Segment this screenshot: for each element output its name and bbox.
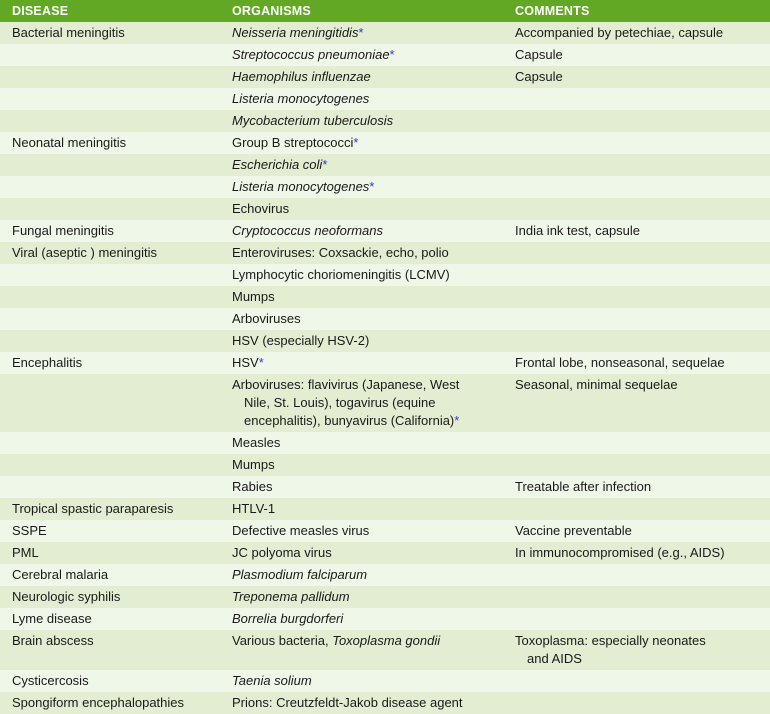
organism-text: Borrelia burgdorferi xyxy=(232,611,344,626)
disease-cell: Bacterial meningitis xyxy=(0,22,232,44)
organism-cell xyxy=(232,330,515,352)
organism-text: Escherichia coli xyxy=(232,157,323,172)
comment-cell: Capsule xyxy=(515,66,770,88)
comment-cell xyxy=(515,308,770,330)
organism-cell xyxy=(232,220,515,242)
organism-text: Lymphocytic choriomeningitis (LCMV) xyxy=(232,267,450,282)
organism-text: Treponema pallidum xyxy=(232,589,350,604)
table-row xyxy=(0,374,770,432)
table-row xyxy=(0,110,770,132)
organism-cell xyxy=(232,586,515,608)
organism-text: HTLV-1 xyxy=(232,501,276,516)
organism-text: Mycobacterium tuberculosis xyxy=(232,113,394,128)
organism-text: Prions: Creutzfeldt-Jakob disease agent xyxy=(232,695,463,710)
table-row xyxy=(0,476,770,498)
organism-cell xyxy=(232,110,515,132)
organism-cell xyxy=(232,264,515,286)
organism-cell xyxy=(232,520,515,542)
organism-text: Mumps xyxy=(232,289,275,304)
organism-text: Streptococcus pneumoniae xyxy=(232,47,390,62)
organism-cell xyxy=(232,432,515,454)
table-row xyxy=(0,308,770,330)
organism-cell xyxy=(232,692,515,714)
organism-line xyxy=(232,376,515,394)
comment-cell: In immunocompromised (e.g., AIDS) xyxy=(515,542,770,564)
organism-text: Listeria monocytogenes xyxy=(232,179,370,194)
comment-cell: Treatable after infection xyxy=(515,476,770,498)
table-row xyxy=(0,670,770,692)
organism-cell xyxy=(232,66,515,88)
disease-cell xyxy=(0,374,232,432)
organism-text: Nile, St. Louis), togavirus (equine xyxy=(244,395,436,410)
table-row xyxy=(0,608,770,630)
comment-cell xyxy=(515,670,770,692)
table-row xyxy=(0,454,770,476)
disease-cell xyxy=(0,308,232,330)
organism-cell xyxy=(232,608,515,630)
organism-cell xyxy=(232,498,515,520)
organism-cell xyxy=(232,242,515,264)
table-row xyxy=(0,44,770,66)
organism-cell xyxy=(232,308,515,330)
table-row xyxy=(0,586,770,608)
organism-cell xyxy=(232,286,515,308)
comment-cell xyxy=(515,132,770,154)
disease-cell: Neonatal meningitis xyxy=(0,132,232,154)
comment-cell xyxy=(515,432,770,454)
comment-cell xyxy=(515,498,770,520)
organism-cell xyxy=(232,44,515,66)
comment-cell xyxy=(515,330,770,352)
table-row xyxy=(0,432,770,454)
table-row xyxy=(0,198,770,220)
table-row xyxy=(0,242,770,264)
comment-cell: Seasonal, minimal sequelae xyxy=(515,374,770,432)
organism-text: Group B streptococci xyxy=(232,135,354,150)
disease-cell xyxy=(0,44,232,66)
table-row xyxy=(0,630,770,670)
comment-cell xyxy=(515,630,770,670)
disease-cell xyxy=(0,432,232,454)
table-row xyxy=(0,564,770,586)
disease-cell: PML xyxy=(0,542,232,564)
asterisk-marker: * xyxy=(358,25,364,40)
table-body xyxy=(0,22,770,714)
disease-cell: Cysticercosis xyxy=(0,670,232,692)
table-row xyxy=(0,154,770,176)
organism-text: Defective measles virus xyxy=(232,523,370,538)
organism-text: encephalitis), bunyavirus (California) xyxy=(244,413,455,428)
table-row xyxy=(0,330,770,352)
organism-cell xyxy=(232,542,515,564)
table-row xyxy=(0,520,770,542)
organism-cell xyxy=(232,374,515,432)
column-header-disease: DISEASE xyxy=(0,0,232,22)
organism-line xyxy=(232,412,515,430)
disease-cell xyxy=(0,264,232,286)
disease-cell: Viral (aseptic ) meningitis xyxy=(0,242,232,264)
column-header-comments: COMMENTS xyxy=(515,0,770,22)
organism-text: Arboviruses: flavivirus (Japanese, West xyxy=(232,377,460,392)
comment-cell xyxy=(515,692,770,714)
table-row xyxy=(0,498,770,520)
comment-cell: Frontal lobe, nonseasonal, sequelae xyxy=(515,352,770,374)
column-header-organisms: ORGANISMS xyxy=(232,0,515,22)
organism-text: Various bacteria, xyxy=(232,633,333,648)
organism-cell xyxy=(232,476,515,498)
organism-cell xyxy=(232,564,515,586)
table-row xyxy=(0,22,770,44)
comment-cell xyxy=(515,88,770,110)
table-row xyxy=(0,264,770,286)
organism-text: Rabies xyxy=(232,479,273,494)
disease-cell xyxy=(0,88,232,110)
organism-italic-text: Toxoplasma gondii xyxy=(332,633,441,648)
comment-cell: Capsule xyxy=(515,44,770,66)
comment-cell xyxy=(515,286,770,308)
comment-cell xyxy=(515,264,770,286)
asterisk-marker: * xyxy=(322,157,328,172)
asterisk-marker: * xyxy=(389,47,395,62)
table-row xyxy=(0,286,770,308)
organism-cell xyxy=(232,154,515,176)
comment-cell xyxy=(515,176,770,198)
comment-cell xyxy=(515,564,770,586)
comment-cell xyxy=(515,608,770,630)
organism-text: HSV xyxy=(232,355,259,370)
disease-cell xyxy=(0,454,232,476)
comment-cell xyxy=(515,242,770,264)
comment-cell xyxy=(515,454,770,476)
organism-text: JC polyoma virus xyxy=(232,545,332,560)
comment-cell: Vaccine preventable xyxy=(515,520,770,542)
organism-cell xyxy=(232,630,515,670)
table-row xyxy=(0,88,770,110)
disease-cell: Fungal meningitis xyxy=(0,220,232,242)
disease-cell: Neurologic syphilis xyxy=(0,586,232,608)
organism-line xyxy=(232,394,515,412)
disease-cell: SSPE xyxy=(0,520,232,542)
disease-cell: Cerebral malaria xyxy=(0,564,232,586)
organism-text: Mumps xyxy=(232,457,275,472)
organism-text: Echovirus xyxy=(232,201,290,216)
disease-cell xyxy=(0,66,232,88)
comment-cell xyxy=(515,198,770,220)
disease-cell xyxy=(0,476,232,498)
disease-cell: Spongiform encephalopathies xyxy=(0,692,232,714)
table-row xyxy=(0,66,770,88)
table-header-row xyxy=(0,0,770,22)
disease-cell xyxy=(0,330,232,352)
organism-text: Measles xyxy=(232,435,281,450)
organism-text: HSV (especially HSV-2) xyxy=(232,333,370,348)
table-row xyxy=(0,176,770,198)
asterisk-marker: * xyxy=(454,413,460,428)
table-row xyxy=(0,132,770,154)
comment-line: Toxoplasma: especially neonates xyxy=(515,633,706,648)
organism-cell xyxy=(232,176,515,198)
comment-cell xyxy=(515,586,770,608)
comment-cell xyxy=(515,110,770,132)
table-row xyxy=(0,542,770,564)
organism-text: Plasmodium falciparum xyxy=(232,567,368,582)
disease-cell: Tropical spastic paraparesis xyxy=(0,498,232,520)
disease-cell xyxy=(0,154,232,176)
comment-cell: India ink test, capsule xyxy=(515,220,770,242)
organism-text: Enteroviruses: Coxsackie, echo, polio xyxy=(232,245,449,260)
disease-cell: Brain abscess xyxy=(0,630,232,670)
disease-cell: Lyme disease xyxy=(0,608,232,630)
organism-cell xyxy=(232,352,515,374)
organism-text: Neisseria meningitidis xyxy=(232,25,359,40)
disease-cell xyxy=(0,110,232,132)
organism-cell xyxy=(232,198,515,220)
organism-cell xyxy=(232,132,515,154)
asterisk-marker: * xyxy=(369,179,375,194)
organism-cell xyxy=(232,22,515,44)
disease-cell: Encephalitis xyxy=(0,352,232,374)
table-row xyxy=(0,692,770,714)
table-row xyxy=(0,352,770,374)
organism-text: Listeria monocytogenes xyxy=(232,91,370,106)
organism-text: Taenia solium xyxy=(232,673,312,688)
organism-text: Arboviruses xyxy=(232,311,301,326)
asterisk-marker: * xyxy=(353,135,359,150)
comment-line: and AIDS xyxy=(527,651,582,666)
asterisk-marker: * xyxy=(258,355,264,370)
disease-cell xyxy=(0,198,232,220)
table-row xyxy=(0,220,770,242)
organism-text: Haemophilus influenzae xyxy=(232,69,371,84)
disease-cell xyxy=(0,176,232,198)
organism-cell xyxy=(232,88,515,110)
comment-cell: Accompanied by petechiae, capsule xyxy=(515,22,770,44)
comment-cell xyxy=(515,154,770,176)
organism-cell xyxy=(232,670,515,692)
disease-cell xyxy=(0,286,232,308)
organism-cell xyxy=(232,454,515,476)
organism-text: Cryptococcus neoformans xyxy=(232,223,384,238)
